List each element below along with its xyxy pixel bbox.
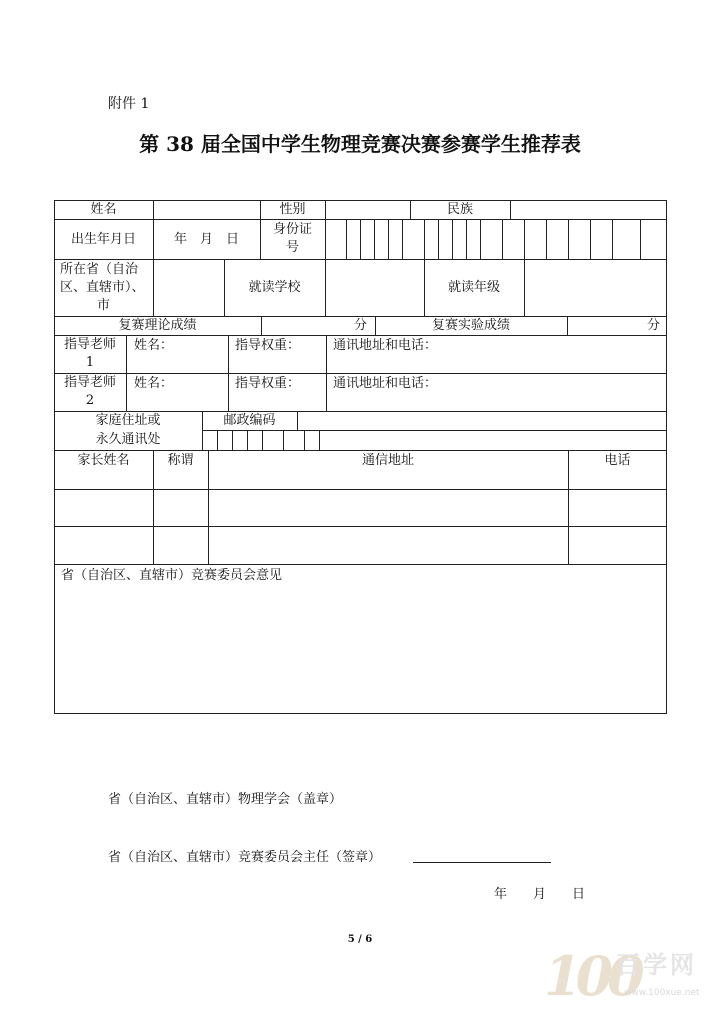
birth-value[interactable]: 年 月 日 xyxy=(173,232,239,247)
footer-date: 年 月 日 xyxy=(494,887,586,902)
watermark-logo xyxy=(544,944,720,1014)
id-number-boxes[interactable] xyxy=(326,220,666,258)
recommendation-form xyxy=(54,200,667,714)
home-label-line1: 家庭住址或 xyxy=(95,413,161,428)
parent-name-header: 家长姓名 xyxy=(77,453,130,468)
name-field[interactable] xyxy=(154,201,259,218)
watermark-url: www.100xue.net xyxy=(624,988,700,998)
name-label: 姓名 xyxy=(90,202,117,217)
experiment-score-label: 复赛实验成绩 xyxy=(431,318,510,333)
attachment-label: 附件 1 xyxy=(108,96,150,112)
signature-line[interactable] xyxy=(413,862,551,863)
teacher1-contact-label: 通讯地址和电话： xyxy=(333,338,438,353)
province-label-line2: 区、直辖市）、 xyxy=(60,280,145,295)
province-label-line3: 市 xyxy=(96,298,110,313)
teacher2-contact-label: 通讯地址和电话： xyxy=(333,376,438,391)
teacher1-name-label: 姓名： xyxy=(134,338,174,353)
province-label-line1: 所在省（自治 xyxy=(60,262,139,277)
watermark-digits: 100 xyxy=(544,944,639,1008)
experiment-score-unit: 分 xyxy=(647,318,661,333)
phone-header: 电话 xyxy=(604,453,631,468)
school-field[interactable] xyxy=(326,260,423,315)
theory-score-label: 复赛理论成绩 xyxy=(118,318,197,333)
theory-score-unit: 分 xyxy=(354,318,368,333)
home-label-line2: 永久通讯处 xyxy=(95,432,161,447)
birth-label: 出生年月日 xyxy=(70,232,136,247)
teacher1-label-line1: 指导老师 xyxy=(63,337,116,352)
committee-opinion-field[interactable] xyxy=(55,585,666,712)
parent-row-1[interactable] xyxy=(55,490,666,525)
gender-field[interactable] xyxy=(326,201,409,218)
ethnicity-label: 民族 xyxy=(446,202,473,217)
parent-row-2[interactable] xyxy=(55,527,666,563)
relation-header: 称谓 xyxy=(167,453,194,468)
gender-label: 性别 xyxy=(279,202,306,217)
teacher2-label-line2: 2 xyxy=(85,393,95,408)
director-sign-label: 省（自治区、直辖市）竞赛委员会主任（签章） xyxy=(108,850,382,865)
watermark-brand: 百学网 xyxy=(616,951,697,979)
teacher1-label-line2: 1 xyxy=(85,355,95,370)
teacher1-weight-label: 指导权重： xyxy=(235,338,301,353)
teacher2-weight-label: 指导权重： xyxy=(235,376,301,391)
province-field[interactable] xyxy=(154,260,223,315)
postcode-boxes[interactable] xyxy=(203,431,319,449)
grade-label: 就读年级 xyxy=(447,280,500,295)
teacher2-label-line1: 指导老师 xyxy=(63,375,116,390)
page-number: 5 / 6 xyxy=(347,934,373,945)
address-header: 通信地址 xyxy=(361,453,414,468)
teacher2-name-label: 姓名： xyxy=(134,376,174,391)
school-label: 就读学校 xyxy=(248,280,301,295)
society-seal-label: 省（自治区、直辖市）物理学会（盖章） xyxy=(108,792,343,807)
id-label-line2: 号 xyxy=(285,240,299,255)
id-label-line1: 身份证 xyxy=(272,222,312,237)
grade-field[interactable] xyxy=(525,260,665,315)
home-address-field[interactable] xyxy=(320,431,665,449)
ethnicity-field[interactable] xyxy=(511,201,665,218)
postcode-label: 邮政编码 xyxy=(223,413,276,428)
page-title: 第 38 届全国中学生物理竞赛决赛参赛学生推荐表 xyxy=(139,132,581,156)
committee-opinion-label: 省（自治区、直辖市）竞赛委员会意见 xyxy=(61,568,283,583)
